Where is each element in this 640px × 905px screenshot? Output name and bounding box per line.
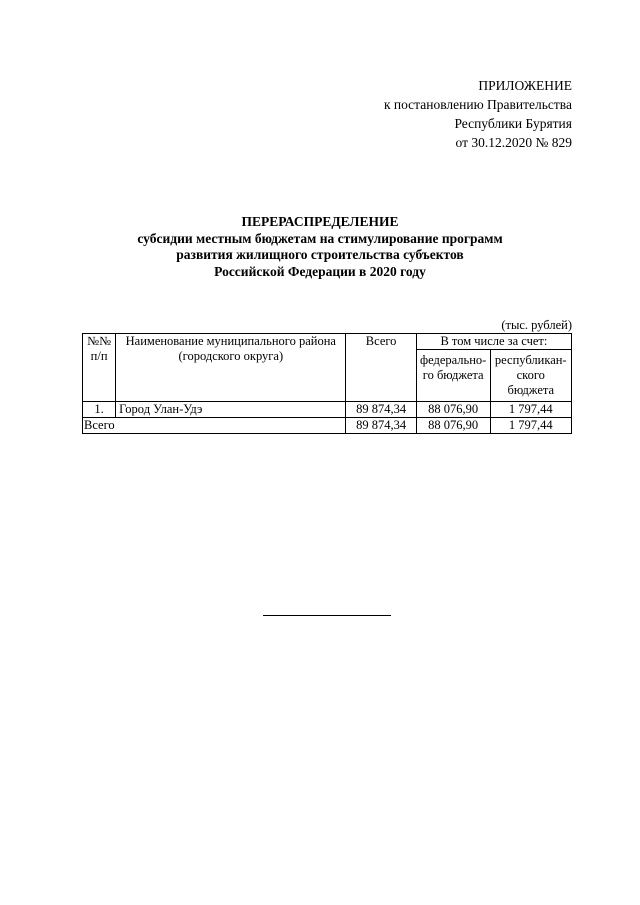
header-republic-line-3: бюджета <box>507 383 555 397</box>
header-federal-line-2: го бюджета <box>422 368 484 382</box>
summary-federal: 88 076,90 <box>416 418 490 434</box>
row-number: 1. <box>83 402 116 418</box>
resolution-reference: к постановлению Правительства <box>383 97 572 112</box>
document-title <box>0 214 640 280</box>
title-line-2: субсидии местным бюджетам на стимулирование программ <box>137 230 503 246</box>
units-label: (тыс. рублей) <box>501 318 572 332</box>
summary-total: 89 874,34 <box>346 418 416 434</box>
header-federal <box>416 350 490 402</box>
table-row <box>83 402 572 418</box>
header-name-line-2: (городского округа) <box>178 349 284 363</box>
summary-republic: 1 797,44 <box>490 418 571 434</box>
header-number-line-1: №№ <box>87 334 112 348</box>
header-republic <box>490 350 571 402</box>
header-number <box>83 334 116 402</box>
summary-label: Всего <box>83 418 346 434</box>
row-republic: 1 797,44 <box>490 402 571 418</box>
closing-rule <box>263 615 391 616</box>
table-summary-row <box>83 418 572 434</box>
resolution-date-number: от 30.12.2020 № 829 <box>455 135 572 150</box>
header-republic-line-1: республикан- <box>494 353 567 367</box>
title-line-4: Российской Федерации в 2020 году <box>214 263 426 279</box>
header-including: В том числе за счет: <box>416 334 571 350</box>
header-republic-line-2: ского <box>516 368 545 382</box>
row-total: 89 874,34 <box>346 402 416 418</box>
header-name <box>116 334 346 402</box>
row-name: Город Улан-Удэ <box>116 402 346 418</box>
header-federal-line-1: федерально- <box>419 353 487 367</box>
title-line-3: развития жилищного строительства субъектов <box>176 247 464 262</box>
government-name: Республики Бурятия <box>454 116 572 131</box>
appendix-label: ПРИЛОЖЕНИЕ <box>478 78 572 93</box>
header-number-line-2: п/п <box>90 349 108 363</box>
header-total: Всего <box>346 334 416 402</box>
header-name-line-1: Наименование муниципального района <box>125 334 336 348</box>
subsidy-table <box>82 333 572 434</box>
table-header-row <box>83 334 572 350</box>
row-federal: 88 076,90 <box>416 402 490 418</box>
appendix-header <box>312 76 572 152</box>
title-line-1: ПЕРЕРАСПРЕДЕЛЕНИЕ <box>241 214 399 229</box>
